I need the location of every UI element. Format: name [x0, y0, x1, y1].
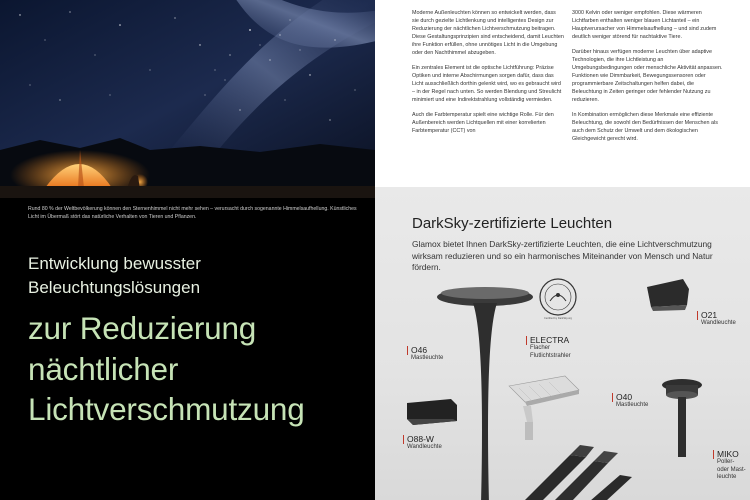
o88w-wall-light-image [403, 397, 461, 427]
miko-bollard-image [520, 425, 640, 500]
accent-bar [407, 346, 408, 355]
product-code: O46 [411, 345, 428, 355]
product-label-miko [717, 449, 747, 482]
darksky-seal-icon [538, 277, 578, 317]
products-title: DarkSky-zertifizierte Leuchten [412, 215, 613, 232]
product-label-o88w [407, 434, 442, 452]
night-sky-photo [0, 0, 375, 198]
right-page [375, 0, 750, 500]
product-code: O88-W [407, 434, 434, 444]
products-intro: Glamox bietet Ihnen DarkSky-zertifizierte Leuchten, die eine Lichtverschmutzung wirksam reduzieren und so ein harmonisches Miteinander von Mensch und Natur fördern. [412, 239, 713, 272]
o21-wall-light-image [643, 277, 693, 313]
paragraph: Ein zentrales Element ist die optische Lichtführung: Präzise Optiken und interne Abschirmungen sorgen dafür, dass das Licht ausschließlich dorthin gelenkt wird, wo es gebraucht wird – in der Regel nach unten. So werden Blendung und Streulicht minimiert und eine Indirektstrahlung vollständig vermieden. [412, 65, 562, 103]
product-desc: Wandleuchte [407, 444, 442, 450]
product-desc: Poller- oder Mast-leuchte [717, 459, 746, 480]
accent-bar [403, 435, 404, 444]
accent-bar [697, 311, 698, 320]
body-text-panel [375, 0, 750, 187]
accent-bar [713, 450, 714, 459]
product-desc: Wandleuchte [701, 320, 736, 326]
text-column-2 [572, 9, 724, 150]
seal-label: Certified by DarkSky.org [544, 317, 572, 320]
text-column-1 [412, 9, 564, 142]
paragraph: Auch die Farbtemperatur spielt eine wichtige Rolle. Für den Außenbereich werden Lichtquellen mit einer korrelierten Farbtemperatur (CCT) von [412, 112, 554, 134]
photo-caption: Rund 80 % der Weltbevölkerung können den Sternenhimmel nicht mehr sehen – verursacht durch sogenannte Himmelsaufhellung. Künstliches Licht im Übermaß stört das natürliche Verhalten von Tieren und Pflanzen. [28, 206, 357, 220]
product-code: O40 [616, 392, 633, 402]
product-desc: Flacher Flutlichtstrahler [530, 345, 571, 359]
darksky-seal [538, 277, 578, 325]
product-desc: Mastleuchte [616, 402, 649, 408]
paragraph: In Kombination ermöglichen diese Merkmale eine effiziente Beleuchtung, die sowohl den Bedürfnissen der Menschen als auch dem Schutz der Umwelt und dem ökologischen Gleichgewicht gerecht wird. [572, 112, 718, 142]
milky-way-camp-image [0, 0, 375, 198]
paragraph: Moderne Außenleuchten können so entwickelt werden, dass sie durch gezielte Lichtlenkung und intelligentes Design zur Reduzierung der nächtlichen Lichtverschmutzung beitragen. Diese Gestaltungsprinzipien sind entscheidend, damit Leuchten ihre Funktion erfüllen, ohne unnötiges Licht in die Umgebung oder den Nachthimmel abzugeben. [412, 10, 564, 56]
product-label-o21 [701, 310, 736, 328]
product-label-electra [530, 335, 590, 360]
product-panel [375, 187, 750, 500]
product-code: ELECTRA [530, 335, 570, 345]
page-subheading: Entwicklung bewusster Beleuchtungslösungen [28, 254, 201, 297]
accent-bar [612, 393, 613, 402]
paragraph: 3000 Kelvin oder weniger empfohlen. Diese wärmeren Lichtfarben enthalten weniger blauen Lichtanteil – ein Hauptverursacher von Himmelsaufhellung – und sind zudem deutlich weniger störend für nachtaktive Tiere. [572, 10, 717, 40]
product-label-o46 [411, 345, 443, 363]
o40-pole-light-image [657, 377, 707, 457]
product-label-o40 [616, 392, 648, 410]
product-desc: Mastleuchte [411, 355, 444, 361]
paragraph: Darüber hinaus verfügen moderne Leuchten über adaptive Technologien, die ihre Lichtleistung an Umgebungsbedingungen oder menschliche Aktivität anpassen. Funktionen wie Dimmbarkeit, Bewegungssensoren oder programmierbare Zeitschaltungen helfen dabei, die Beleuchtung in Zeiten geringer oder fehlender Nutzung zu reduzieren. [572, 49, 723, 103]
product-code: MIKO [717, 449, 739, 459]
page-heading: zur Reduzierung nächtlicher Lichtverschmutzung [28, 310, 305, 427]
product-code: O21 [701, 310, 718, 320]
